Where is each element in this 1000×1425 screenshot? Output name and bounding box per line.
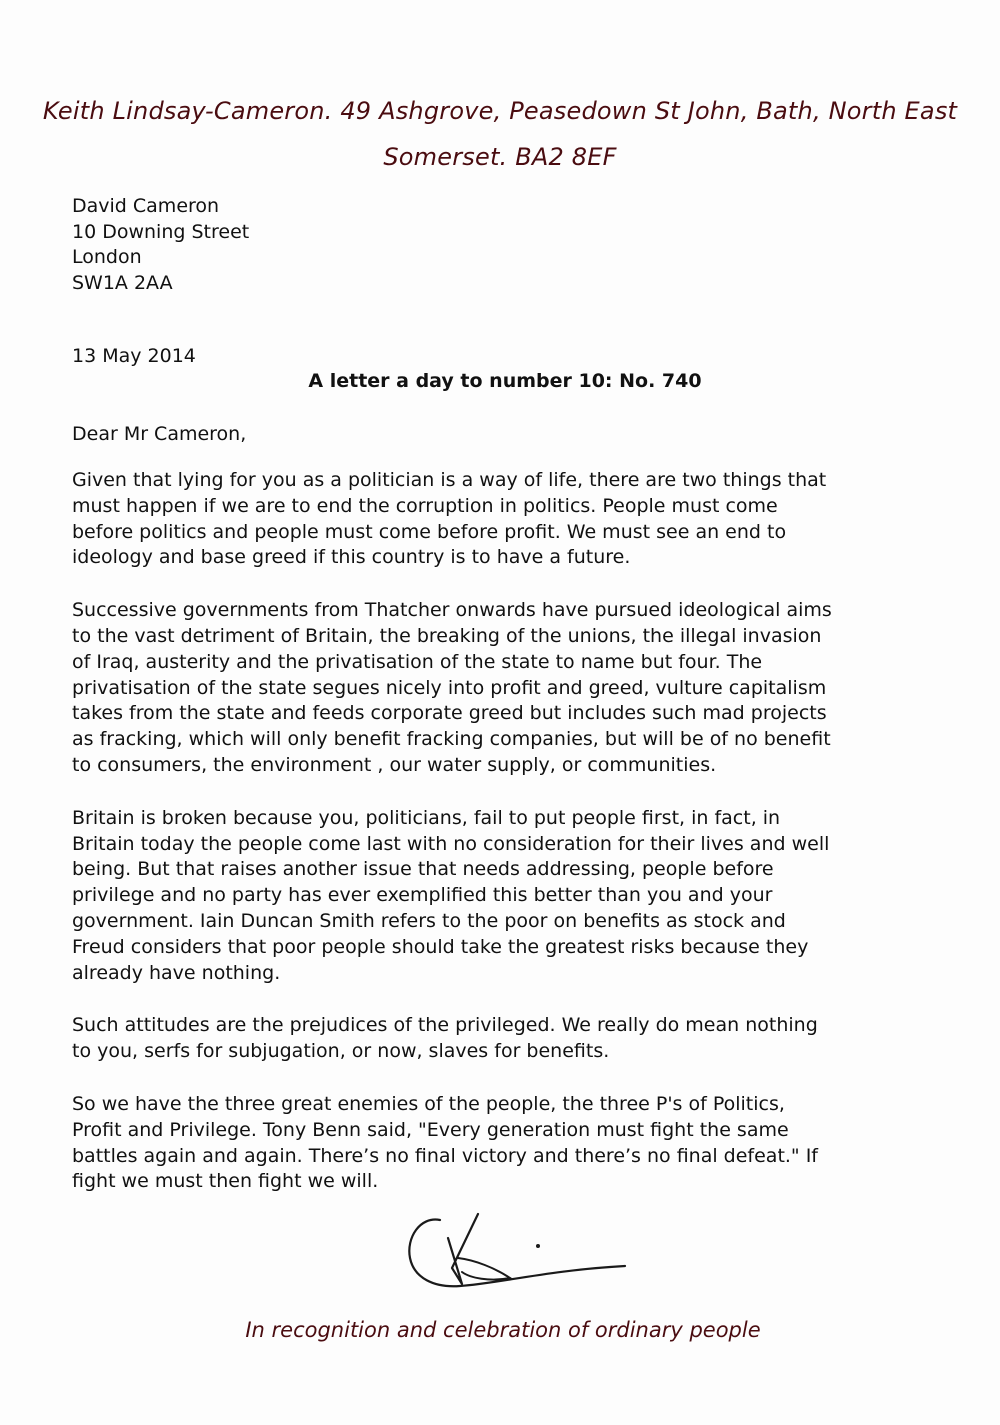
recipient-city: London: [72, 246, 142, 268]
paragraph-line: ideology and base greed if this country is to have a future.: [72, 546, 631, 569]
paragraph-line: Such attitudes are the prejudices of the privileged. We really do mean nothing: [72, 1014, 818, 1037]
paragraph-line: privatisation of the state segues nicely into profit and greed, vulture capitalism: [72, 676, 827, 699]
paragraph-line: takes from the state and feeds corporate greed but includes such mad projects: [72, 702, 827, 725]
salutation: Dear Mr Cameron,: [72, 423, 247, 445]
recipient-postcode: SW1A 2AA: [72, 271, 173, 294]
letter-body: [72, 468, 932, 1222]
paragraph-line: battles again and again. There’s no final victory and there’s no final defeat." If: [72, 1144, 819, 1167]
paragraph-line: privilege and no party has ever exemplified this better than you and your: [72, 884, 773, 907]
paragraph-line: So we have the three great enemies of the people, the three P's of Politics,: [72, 1092, 785, 1115]
footer-tagline: In recognition and celebration of ordinary people: [245, 1318, 761, 1342]
body-paragraph: [72, 598, 932, 779]
recipient-address: [72, 194, 249, 296]
paragraph-line: fight we must then fight we will.: [72, 1170, 379, 1193]
paragraph-line: must happen if we are to end the corruption in politics. People must come: [72, 494, 778, 517]
body-paragraph: [72, 1092, 932, 1195]
paragraph-line: to the vast detriment of Britain, the breaking of the unions, the illegal invasion: [72, 624, 822, 647]
paragraph-line: to consumers, the environment , our water supply, or communities.: [72, 753, 717, 776]
body-paragraph: [72, 1013, 932, 1065]
paragraph-line: Given that lying for you as a politician is a way of life, there are two things that: [72, 469, 827, 491]
body-paragraph: [72, 468, 932, 571]
letterhead-line-2: Somerset. BA2 8EF: [383, 143, 617, 171]
signature: [400, 1198, 650, 1308]
paragraph-line: Freud considers that poor people should take the greatest risks because they: [72, 935, 809, 958]
letter-subject: A letter a day to number 10: No. 740: [308, 370, 702, 392]
paragraph-line: government. Iain Duncan Smith refers to the poor on benefits as stock and: [72, 909, 786, 932]
recipient-name: David Cameron: [72, 195, 220, 217]
recipient-street: 10 Downing Street: [72, 220, 250, 243]
paragraph-line: being. But that raises another issue that needs addressing, people before: [72, 858, 774, 881]
letter-date: 13 May 2014: [72, 345, 196, 367]
body-paragraph: [72, 806, 932, 987]
letterhead: [40, 88, 960, 180]
paragraph-line: Profit and Privilege. Tony Benn said, "Every generation must fight the same: [72, 1118, 789, 1141]
paragraph-line: Successive governments from Thatcher onwards have pursued ideological aims: [72, 599, 832, 622]
paragraph-line: of Iraq, austerity and the privatisation of the state to name but four. The: [72, 650, 763, 673]
paragraph-line: Britain is broken because you, politicians, fail to put people first, in fact, in: [72, 806, 781, 829]
paragraph-line: as fracking, which will only benefit fracking companies, but will be of no benefit: [72, 728, 831, 751]
paragraph-line: Britain today the people come last with no consideration for their lives and well: [72, 832, 830, 855]
paragraph-line: already have nothing.: [72, 961, 281, 984]
paragraph-line: before politics and people must come before profit. We must see an end to: [72, 520, 787, 543]
letterhead-line-1: Keith Lindsay-Cameron. 49 Ashgrove, Peasedown St John, Bath, North East: [42, 97, 958, 125]
paragraph-line: to you, serfs for subjugation, or now, slaves for benefits.: [72, 1040, 610, 1063]
